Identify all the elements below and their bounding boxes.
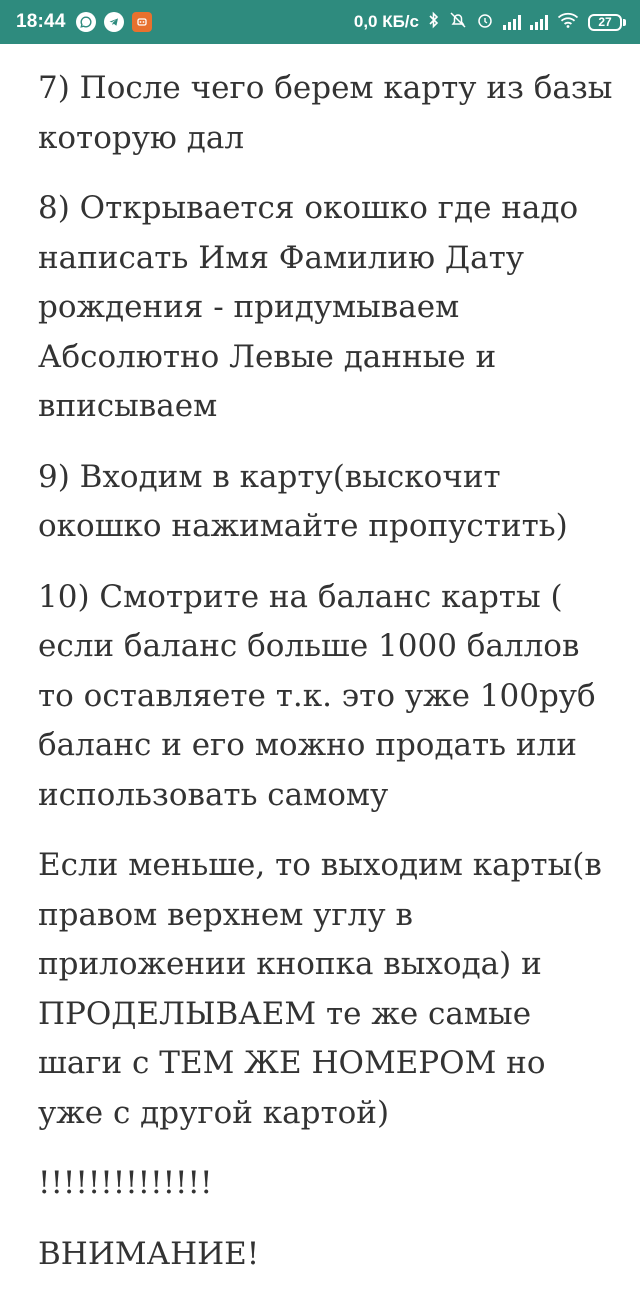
paragraph-step-7: 7) После чего берем карту из базы которую дал <box>38 70 613 156</box>
paragraph-step-8: 8) Открывается окошко где надо написать Имя Фамилию Дату рождения - придумываем Абсолютно Левые данные и вписываем <box>38 190 579 424</box>
telegram-icon <box>104 12 124 32</box>
notification-icons <box>76 12 152 32</box>
whatsapp-icon <box>76 12 96 32</box>
system-icons <box>354 11 626 34</box>
paragraph-exclamation: !!!!!!!!!!!!!! <box>38 1165 213 1201</box>
paragraph-attention: ВНИМАНИЕ! <box>38 1235 260 1272</box>
signal-icon <box>503 14 521 30</box>
paragraph-step-10: 10) Смотрите на баланс карты ( если баланс больше 1000 баллов то оставляете т.к. это уже 100руб баланс и его можно продать или использовать самому <box>38 578 596 813</box>
paragraph-step-9: 9) Входим в карту(выскочит окошко нажимайте пропустить) <box>38 458 568 544</box>
alarm-icon <box>476 11 494 34</box>
battery-level: 27 <box>588 14 622 31</box>
dnd-icon <box>449 11 467 34</box>
bluetooth-icon <box>428 11 440 34</box>
paragraph-otherwise: Если меньше, то выходим карты(в правом верхнем углу в приложении кнопка выхода) и ПРОДЕЛЫВАЕМ те же самые шаги с ТЕМ ЖЕ НОМЕРОМ но уже с другой картой) <box>38 847 602 1131</box>
signal-icon <box>530 14 548 30</box>
status-bar <box>0 0 640 44</box>
article-body <box>38 64 618 1300</box>
network-speed: 0,0 КБ/с <box>353 12 419 31</box>
status-time: 18:44 <box>16 11 66 32</box>
battery-icon <box>588 14 626 31</box>
wifi-icon <box>557 12 579 33</box>
app-notification-icon <box>132 12 152 32</box>
